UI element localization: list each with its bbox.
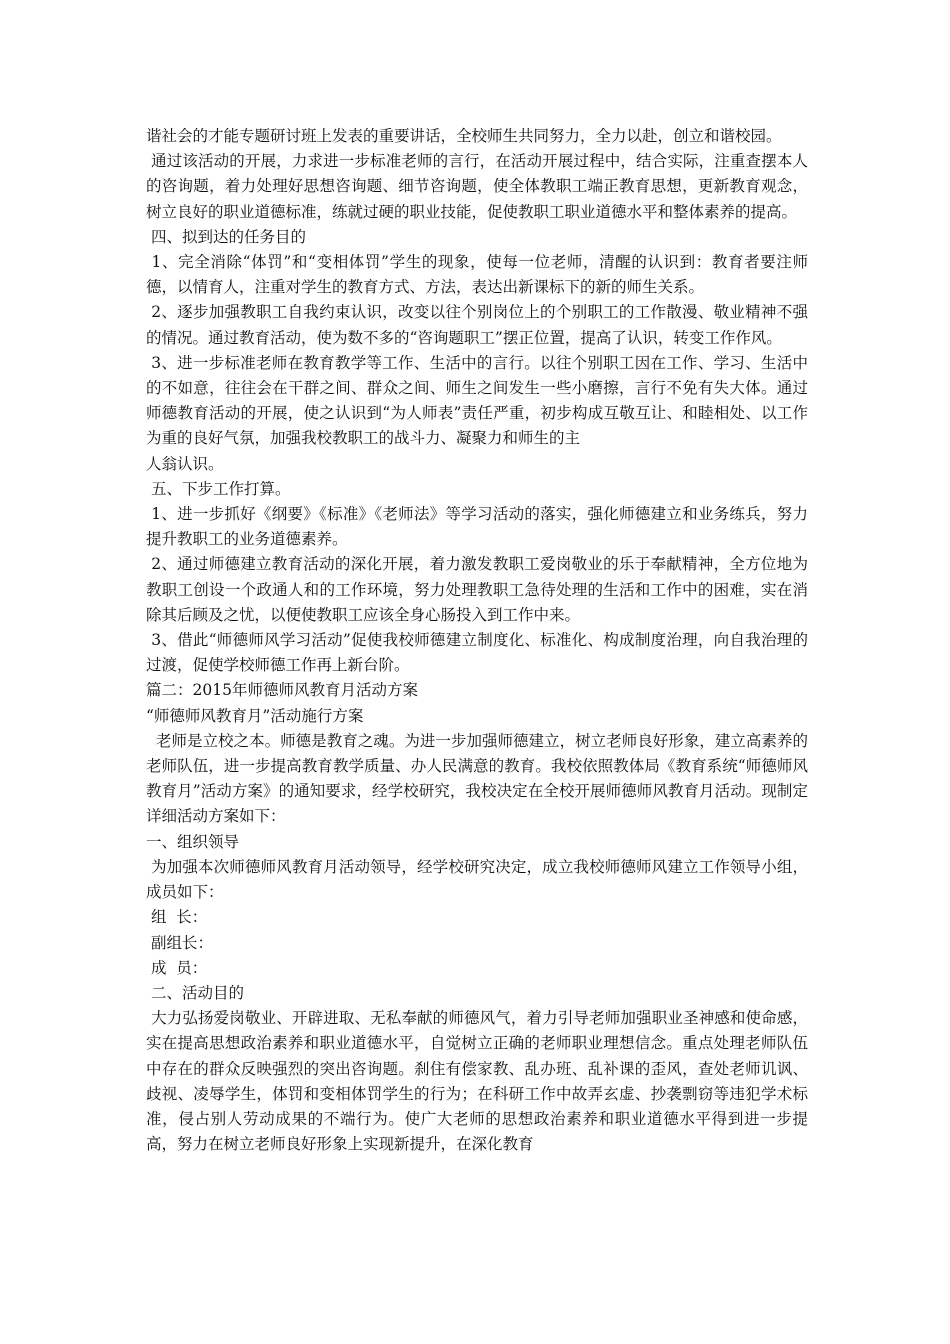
paragraph-plan-2: 2、通过师德建立教育活动的深化开展，着力激发教职工爱岗敬业的乐于奉献精神，全方位地为教职工创设一个政通人和的工作环境，努力处理教职工急待处理的生活和工作中的困难，实在消除其后顾及之忧，以便使教职工应该全身心肠投入到工作中来。 <box>146 555 808 624</box>
paragraph-purpose: 大力弘扬爱岗敬业、开辟进取、无私奉献的师德风气，着力引导老师加强职业圣神感和使命感，实在提高思想政治素养和职业道德水平，自觉树立正确的老师职业理想信念。重点处理老师队伍中存在的群众反映强烈的突出咨询题。刹住有偿家教、乱办班、乱补课的歪风，查处老师讥讽、歧视、凌辱学生，体罚和变相体罚学生的行为；在科研工作中故弄玄虚、抄袭剽窃等违犯学术标准，侵占别人劳动成果的不端行为。使广大老师的思想政治素养和职业道德水平得到进一步提高，努力在树立老师良好形象上实现新提升，在深化教育 <box>146 1009 808 1154</box>
paragraph-leadership: 为加强本次师德师风教育月活动领导，经学校研究决定，成立我校师德师风建立工作领导小组，成员如下： <box>146 857 808 902</box>
members-label: 成 员： <box>146 958 208 977</box>
section-heading-4: 四、拟到达的任务目的 <box>146 227 306 246</box>
paragraph-goal-3: 3、进一步标准老师在教育教学等工作、生活中的言行。以往个别职工因在工作、学习、生活中的不如意，往往会在干群之间、群众之间、师生之间发生一些小磨擦，言行不免有失大体。通过师德教育活动的开展，使之认识到“为人师表”责任严重，初步构成互敬互让、和睦相处、以工作为重的良好气氛，加强我校教职工的战斗力、凝聚力和师生的主 人翁认识。 <box>146 353 808 473</box>
paragraph-goal-1: 1、完全消除“体罚”和“变相体罚”学生的现象，使每一位老师，清醒的认识到：教育者要注师德，以情育人，注重对学生的教育方式、方法，表达出新课标下的新的师生关系。 <box>146 253 808 297</box>
paragraph-plan-3: 3、借此“师德师风学习活动”促使我校师德建立制度化、标准化、构成制度治理，向自我治理的过渡，促使学校师德工作再上新台阶。 <box>146 631 808 675</box>
paragraph-1: 谐社会的才能专题研讨班上发表的重要讲话，全校师生共同努力，全力以赴，创立和谐校园。 <box>146 127 782 145</box>
paragraph-2: 通过该活动的开展，力求进一步标准老师的言行，在活动开展过程中，结合实际，注重查摆本人的咨询题，着力处理好思想咨询题、细节咨询题，使全体教职工端正教育思想，更新教育观念，树立良好的职业道德标准，练就过硬的职业技能，促使教职工职业道德水平和整体素养的提高。 <box>146 152 808 221</box>
leader-label: 组 长： <box>146 908 208 927</box>
part-two-title: 篇二：2015年师德师风教育月活动方案 <box>146 681 418 700</box>
paragraph-plan-1: 1、进一步抓好《纲要》《标准》《老师法》等学习活动的落实，强化师德建立和业务练兵，努力提升教职工的业务道德素养。 <box>146 505 808 549</box>
section-heading-1: 一、组织领导 <box>146 832 240 851</box>
section-heading-5: 五、下步工作打算。 <box>146 479 291 498</box>
document-page <box>146 124 808 1157</box>
paragraph-intro: 老师是立校之本。师德是教育之魂。为进一步加强师德建立，树立老师良好形象，建立高素养的老师队伍，进一步提高教育教学质量、办人民满意的教育。我校依照教体局《教育系统“师德师风教育月”活动方案》的通知要求，经学校研究，我校决定在全校开展师德师风教育月活动。现制定详细活动方案如下： <box>146 731 808 826</box>
deputy-leader-label: 副组长： <box>146 933 213 952</box>
plan-title: “师德师风教育月”活动施行方案 <box>146 706 364 725</box>
section-heading-2: 二、活动目的 <box>146 983 244 1002</box>
paragraph-goal-2: 2、逐步加强教职工自我约束认识，改变以往个别岗位上的个别职工的工作散漫、敬业精神不强的情况。通过教育活动，使为数不多的“咨询题职工”摆正位置，提高了认识，转变工作作风。 <box>146 303 808 347</box>
